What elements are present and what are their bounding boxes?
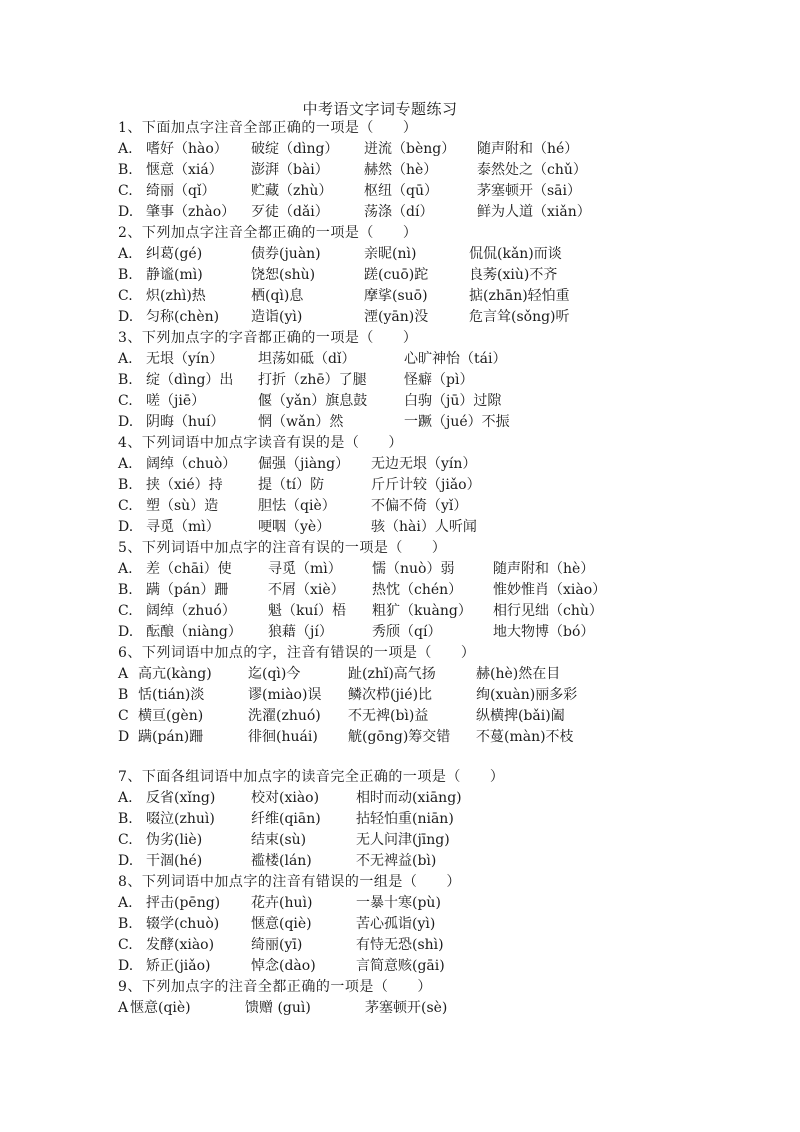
option-item: 惘（wǎn）然 [258,414,344,430]
option-label: B. [118,582,133,598]
option-label: A [118,1000,129,1016]
option-item: 纵横捭(bǎi)阖 [476,708,565,724]
option-item: 随声附和（hé） [477,141,579,157]
option-label: A. [118,351,133,367]
option-item: 差（chāi）使 [146,561,232,577]
option-item: 造诣(yì) [251,309,303,325]
option-item: 阔绰（chuò） [146,456,237,472]
option-item: 不无裨(bì)益 [348,708,429,724]
option-item: 绽（dìng）出 [146,372,234,388]
option-item: 秀颀（qí） [372,624,442,640]
option-item: 鳞次栉(jié)比 [348,687,433,703]
option-item: 悼念(dào) [251,958,316,974]
option-item: 胆怯（qiè） [258,498,336,514]
option-item: 怪癖（pì） [404,372,474,388]
option-item: 危言耸(sǒng)听 [469,309,570,325]
question-stem: 4、下列词语中加点字读音有误的是（ ） [118,435,403,451]
option-item: 白驹（jū）过隙 [404,393,502,409]
option-item: 荡涤（dí） [364,204,434,220]
option-item: 倔强（jiàng） [258,456,350,472]
option-item: 澎湃（bài） [251,162,329,178]
option-item: 蹒(pán)跚 [138,729,204,745]
option-item: 蹉(cuō)跎 [364,267,429,283]
option-label: C. [118,288,133,304]
question-stem: 2、下列加点字注音全都正确的一项是（ ） [118,225,418,241]
option-label: C. [118,603,133,619]
option-item: 觥(gōng)筹交错 [348,729,451,745]
option-item: 趾(zhǐ)高气扬 [348,666,436,682]
option-item: 伪劣(liè) [146,832,203,848]
option-label: D. [118,204,134,220]
option-item: 绚(xuàn)丽多彩 [476,687,578,703]
option-label: D. [118,414,134,430]
option-item: 赫(hè)然在目 [476,666,561,682]
option-item: 栖(qì)息 [251,288,304,304]
page-title: 中考语文字词专题练习 [302,100,458,118]
option-item: 迄(qì)今 [248,666,301,682]
option-label: A. [118,456,133,472]
option-item: 相时而动(xiāng) [356,790,462,806]
option-item: 无边无垠（yín） [371,456,477,472]
option-item: 洗濯(zhuó) [248,708,321,724]
option-item: 惟妙惟肖（xiào） [493,582,607,598]
option-label: A. [118,790,133,806]
option-item: 绮丽（qǐ） [146,183,216,199]
option-item: 债券(juàn) [251,246,321,262]
question-stem: 8、下列词语中加点字的注音有错误的一组是（ ） [118,874,461,890]
option-item: 馈赠 (guì) [245,1000,311,1016]
option-item: 嗜好（hào） [146,141,228,157]
option-item: 摩挲(suō) [364,288,428,304]
option-item: 不无裨益(bì) [356,853,437,869]
option-item: 苦心孤诣(yì) [356,916,436,932]
option-item: 寻觅（mì） [268,561,342,577]
option-label: B. [118,372,133,388]
option-item: 不蔓(màn)不枝 [476,729,574,745]
option-item: 矫正(jiǎo) [146,958,211,974]
option-item: 高亢(kàng) [138,666,212,682]
option-item: 魁（kuí）梧 [268,603,346,619]
option-item: 抨击(pēng) [146,895,221,911]
option-item: 嗟（jiē） [146,393,206,409]
option-label: B. [118,162,133,178]
option-label: C. [118,498,133,514]
option-item: 侃侃(kǎn)而谈 [469,246,562,262]
option-label: C. [118,832,133,848]
option-label: D. [118,309,134,325]
option-item: 心旷神怡（tái） [404,351,507,367]
option-item: 茅塞顿开(sè) [365,1000,448,1016]
option-label: A. [118,895,133,911]
option-item: 言简意赅(gāi) [356,958,445,974]
option-item: 无人问津(jīng) [356,832,450,848]
option-item: 亲昵(nì) [364,246,417,262]
option-item: 泰然处之（chǔ） [477,162,587,178]
option-item: 纠葛(gé) [146,246,203,262]
question-stem: 6、下列词语中加点的字，注音有错误的一项是（ ） [118,645,476,661]
option-item: 发酵(xiào) [146,937,215,953]
option-item: 惬意(qiè) [251,916,312,932]
option-label: B [118,687,129,703]
option-item: 炽(zhì)热 [146,288,206,304]
option-label: C [118,708,129,724]
option-item: 饶恕(shù) [251,267,316,283]
option-item: 赫然（hè） [364,162,438,178]
option-label: D. [118,519,134,535]
option-item: 花卉(huì) [251,895,313,911]
option-item: 随声附和（hè） [493,561,595,577]
option-item: 湮(yān)没 [364,309,429,325]
option-label: A [118,666,129,682]
option-item: 掂(zhān)轻怕重 [469,288,570,304]
option-label: C. [118,937,133,953]
option-item: 反省(xǐng) [146,790,216,806]
option-label: C. [118,183,133,199]
option-item: 骇（hài）人听闻 [371,519,477,535]
option-item: 纤维(qiān) [251,811,321,827]
option-item: 啜泣(zhuì) [146,811,215,827]
option-item: 阔绰（zhuó） [146,603,236,619]
option-item: 一暴十寒(pù) [356,895,441,911]
option-item: 斤斤计较（jiǎo） [371,477,481,493]
option-item: 坦荡如砥（dǐ） [258,351,356,367]
option-item: 惬意(qiè) [130,1000,191,1016]
option-item: 迸流（bèng） [364,141,456,157]
option-item: 懦（nuò）弱 [372,561,455,577]
option-item: 无垠（yín） [146,351,224,367]
option-item: 不偏不倚（yǐ） [371,498,468,514]
option-item: 干涸(hé) [146,853,203,869]
option-item: 褴楼(lán) [251,853,312,869]
option-item: 狼藉（jí） [268,624,333,640]
option-label: B. [118,811,133,827]
option-item: 提（tí）防 [258,477,325,493]
question-stem: 5、下列词语中加点字的注音有误的一项是（ ） [118,540,447,556]
option-item: 地大物博（bó） [493,624,595,640]
option-item: 歹徒（dǎi） [251,204,329,220]
option-item: 恬(tián)淡 [138,687,205,703]
option-label: B. [118,267,133,283]
question-stem: 1、下面加点字注音全部正确的一项是（ ） [118,120,418,136]
option-item: 茅塞顿开（sāi） [477,183,582,199]
option-item: 绮丽(yī) [251,937,303,953]
question-stem: 7、下面各组词语中加点字的读音完全正确的一项是（ ） [118,769,505,785]
option-label: A. [118,561,133,577]
option-label: D. [118,624,134,640]
option-item: 惬意（xiá） [146,162,223,178]
option-label: B. [118,916,133,932]
option-label: D. [118,958,134,974]
option-item: 粗犷（kuàng） [372,603,472,619]
option-item: 蹒（pán）跚 [146,582,229,598]
option-item: 肇事（zhào） [146,204,236,220]
option-item: 校对(xiào) [251,790,320,806]
option-item: 塑（sù）造 [146,498,219,514]
option-item: 寻觅（mì） [146,519,220,535]
option-item: 枢纽（qū） [364,183,438,199]
option-item: 贮藏（zhù） [251,183,333,199]
option-item: 匀称(chèn) [146,309,220,325]
option-label: C. [118,393,133,409]
option-item: 谬(miào)误 [248,687,322,703]
option-label: D [118,729,130,745]
option-item: 打折（zhē）了腿 [258,372,367,388]
option-item: 良莠(xiù)不齐 [469,267,558,283]
option-item: 破绽（dìng） [251,141,339,157]
option-item: 横亘(gèn) [138,708,204,724]
option-item: 偃（yǎn）旗息鼓 [258,393,368,409]
option-item: 静谧(mì) [146,267,203,283]
option-item: 酝酿（niàng） [146,624,242,640]
option-label: A. [118,246,133,262]
option-item: 徘徊(huái) [248,729,318,745]
option-item: 阴晦（huí） [146,414,225,430]
option-item: 相行见绌（chù） [493,603,603,619]
question-stem: 9、下列加点字的注音全都正确的一项是（ ） [118,979,432,995]
option-item: 拈轻怕重(niān) [356,811,454,827]
option-item: 辍学(chuò) [146,916,220,932]
option-label: B. [118,477,133,493]
question-stem: 3、下列加点字的字音都正确的一项是（ ） [118,330,418,346]
option-item: 有恃无恐(shì) [356,937,444,953]
option-label: A. [118,141,133,157]
option-item: 一蹶（jué）不振 [404,414,510,430]
option-item: 鲜为人道（xiǎn） [477,204,591,220]
option-label: D. [118,853,134,869]
option-item: 哽咽（yè） [258,519,331,535]
option-item: 不屑（xiè） [268,582,345,598]
option-item: 挟（xié）持 [146,477,223,493]
option-item: 热忱（chén） [372,582,463,598]
option-item: 结束(sù) [251,832,307,848]
